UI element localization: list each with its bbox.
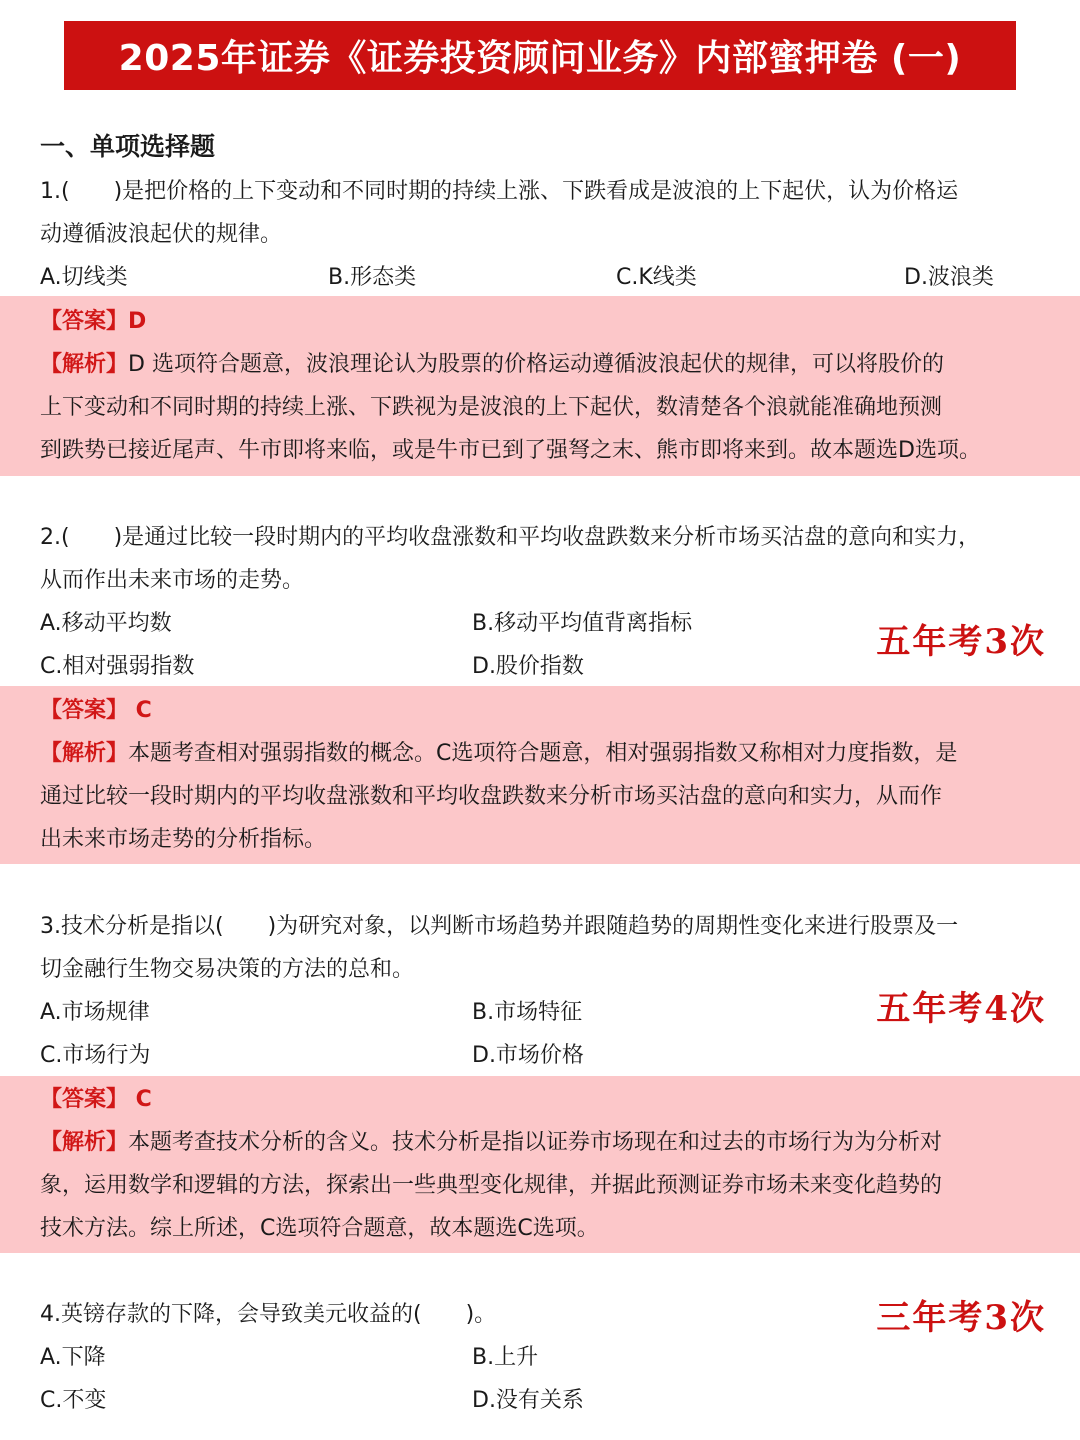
option-c: C.相对强弱指数 [40,654,195,679]
section-heading: 一、单项选择题 [40,132,216,161]
exam-frequency-note: 五年考4次 [876,989,1046,1029]
option-a: A.下降 [40,1345,106,1370]
answer-value: C [128,1087,152,1112]
answer-panel-3 [0,1076,1080,1253]
option-c: C.不变 [40,1388,107,1413]
explain-text: 本题考查相对强弱指数的概念。C选项符合题意，相对强弱指数又称相对力度指数，是 [128,741,958,766]
option-a: A.切线类 [40,265,128,290]
answer-line [40,695,152,727]
option-d: D.市场价格 [472,1043,584,1068]
question-stem-line: 4.英镑存款的下降，会导致美元收益的( )。 [40,1302,497,1327]
answer-line [40,1084,152,1116]
answer-panel-1 [0,296,1080,476]
question-stem-line: 从而作出未来市场的走势。 [40,568,305,593]
answer-value: C [128,698,152,723]
exam-frequency-note: 三年考3次 [876,1298,1046,1338]
question-stem-line: 3.技术分析是指以( )为研究对象，以判断市场趋势并跟随趋势的周期性变化来进行股票及一 [40,914,959,939]
page-title: 2025年证券《证券投资顾问业务》内部蜜押卷 (一) [64,21,1016,90]
explain-line: 到跌势已接近尾声、牛市即将来临，或是牛市已到了强弩之末、熊市即将来到。故本题选D选项。 [40,438,981,463]
answer-tag: 【答案】 [40,309,129,334]
option-d: D.股价指数 [472,654,584,679]
explain-line: 通过比较一段时期内的平均收盘涨数和平均收盘跌数来分析市场买沽盘的意向和实力，从而作 [40,784,943,809]
option-d: D.波浪类 [904,265,994,290]
explain-text: 本题考查技术分析的含义。技术分析是指以证券市场现在和过去的市场行为为分析对 [128,1130,943,1155]
explain-tag: 【解析】 [40,352,129,377]
question-stem-line: 切金融行生物交易决策的方法的总和。 [40,957,415,982]
explain-text: D 选项符合题意，波浪理论认为股票的价格运动遵循波浪起伏的规律，可以将股价的 [128,352,944,377]
answer-panel-2 [0,686,1080,864]
option-b: B.上升 [472,1345,539,1370]
option-b: B.市场特征 [472,1000,583,1025]
option-b: B.移动平均值背离指标 [472,611,693,636]
question-stem-line: 1.( )是把价格的上下变动和不同时期的持续上涨、下跌看成是波浪的上下起伏，认为价格运 [40,179,959,204]
explain-line [40,738,957,770]
answer-line [40,306,146,338]
explain-line [40,349,944,381]
explain-line: 上下变动和不同时期的持续上涨、下跌视为是波浪的上下起伏，数清楚各个浪就能准确地预测 [40,395,943,420]
option-c: C.K线类 [616,265,697,290]
option-c: C.市场行为 [40,1043,151,1068]
explain-line: 象，运用数学和逻辑的方法，探索出一些典型变化规律，并据此预测证券市场未来变化趋势的 [40,1173,943,1198]
answer-tag: 【答案】 [40,698,129,723]
question-stem-line: 动遵循波浪起伏的规律。 [40,222,283,247]
explain-tag: 【解析】 [40,1130,129,1155]
option-a: A.移动平均数 [40,611,172,636]
exam-frequency-note: 五年考3次 [876,622,1046,662]
answer-tag: 【答案】 [40,1087,129,1112]
option-b: B.形态类 [328,265,417,290]
explain-tag: 【解析】 [40,741,129,766]
explain-line [40,1127,942,1159]
option-a: A.市场规律 [40,1000,150,1025]
explain-line: 出未来市场走势的分析指标。 [40,827,327,852]
answer-value: D [128,309,147,334]
question-stem-line: 2.( )是通过比较一段时期内的平均收盘涨数和平均收盘跌数来分析市场买沽盘的意向和实力， [40,525,981,550]
explain-line: 技术方法。综上所述，C选项符合题意，故本题选C选项。 [40,1216,599,1241]
option-d: D.没有关系 [472,1388,584,1413]
